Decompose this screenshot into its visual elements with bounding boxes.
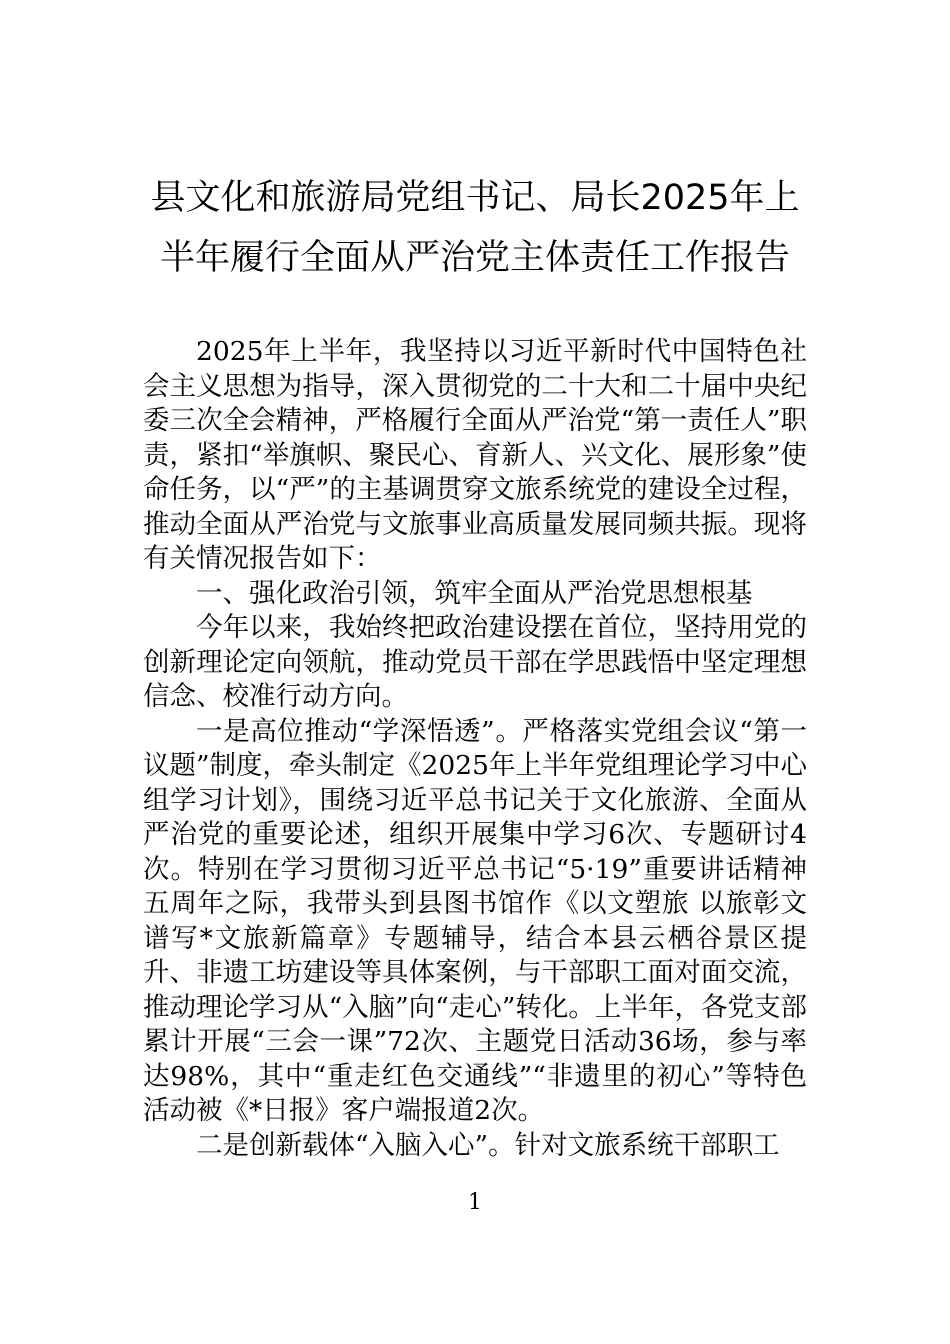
title-line-2: 半年履行全面从严治党主体责任工作报告 xyxy=(159,238,790,278)
point-2-paragraph: 二是创新载体“入脑入心”。针对文旅系统干部职工 xyxy=(196,1129,780,1161)
point-1-paragraph: 一是高位推动“学深悟透”。严格落实党组会议“第一议题”制度，牵头制定《2025年上半年党组理论学习中心组学习计划》，围绕习近平总书记关于文化旅游、全面从严治党的重要论述，组织开展集中学习6次、专题研讨4次。特别在学习贯彻习近平总书记“5·19”重要讲话精神五周年之际，我带头到县图书馆作《以文塑旅 以旅彰文 谱写*文旅新篇章》专题辅导，结合本县云栖谷景区提升、非遗工坊建设等具体案例，与干部职工面对面交流，推动理论学习从“入脑”向“走心”转化。上半年，各党支部累计开展“三会一课”72次、主题党日活动36场，参与率达98%，其中“重走红色交通线”“非遗里的初心”等特色活动被《*日报》客户端报道2次。 xyxy=(143,715,807,1126)
document-body xyxy=(143,335,807,1163)
page-number: 1 xyxy=(468,1190,482,1215)
title-line-1: 县文化和旅游局党组书记、局长2025年上 xyxy=(150,178,800,218)
document-title xyxy=(120,168,830,288)
intro-paragraph: 2025年上半年，我坚持以习近平新时代中国特色社会主义思想为指导，深入贯彻党的二十大和二十届中央纪委三次全会精神，严格履行全面从严治党“第一责任人”职责，紧扣“举旗帜、聚民心、育新人、兴文化、展形象”使命任务，以“严”的主基调贯穿文旅系统党的建设全过程，推动全面从严治党与文旅事业高质量发展同频共振。现将有关情况报告如下： xyxy=(143,336,807,574)
section-heading-1: 一、强化政治引领，筑牢全面从严治党思想根基 xyxy=(196,577,753,609)
section-1-paragraph: 今年以来，我始终把政治建设摆在首位，坚持用党的创新理论定向领航，推动党员干部在学思践悟中坚定理想信念、校准行动方向。 xyxy=(143,612,807,712)
